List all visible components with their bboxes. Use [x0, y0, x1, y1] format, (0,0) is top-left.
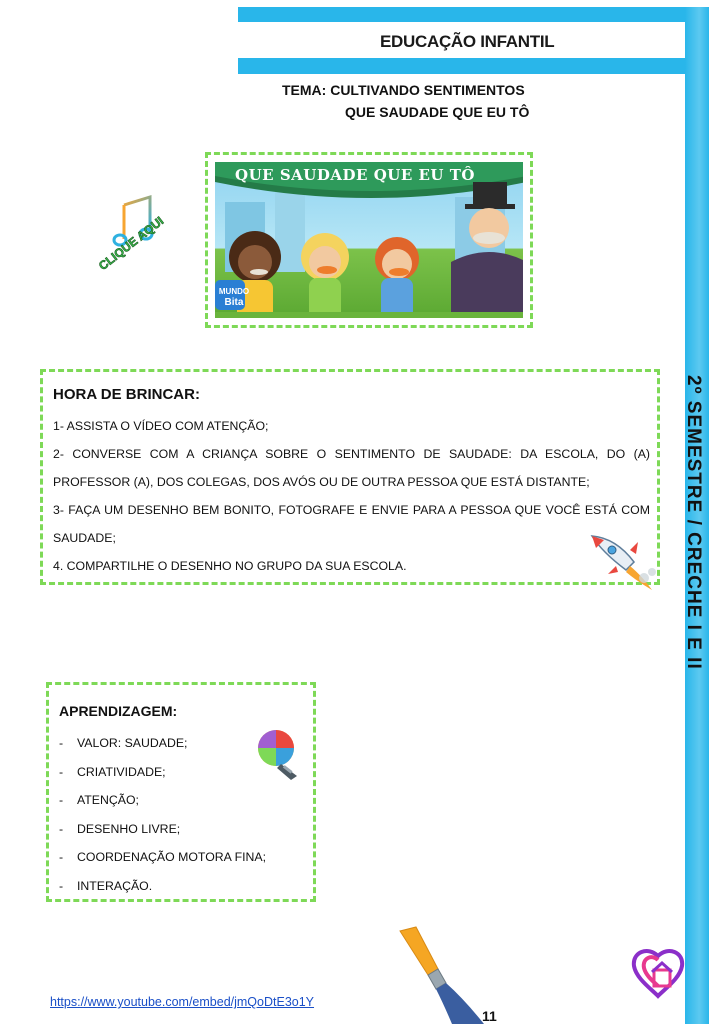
theme-subtitle: QUE SAUDADE QUE EU TÔ [345, 104, 530, 120]
click-here-label[interactable]: CLIQUE AQUI [96, 213, 167, 274]
list-item: - VALOR: SAUDADE; [59, 736, 188, 750]
header-band-top [238, 7, 688, 22]
play-time-steps [53, 412, 650, 580]
theme-title: TEMA: CULTIVANDO SENTIMENTOS [282, 82, 525, 98]
video-banner-title: QUE SAUDADE QUE EU TÔ [235, 166, 475, 184]
list-item: - INTERAÇÃO. [59, 878, 153, 893]
step-item: 4. COMPARTILHE O DESENHO NO GRUPO DA SUA ESCOLA. [53, 559, 407, 573]
header-title: EDUCAÇÃO INFANTIL [380, 32, 555, 51]
step-item: 2- CONVERSE COM A CRIANÇA SOBRE O SENTIMENTO DE SAUDADE: DA ESCOLA, DO (A) PROFESSOR (A), DOS COLEGAS, DOS AVÓS OU DE OUTRA PESSOA QUE ESTÁ DISTANTE; [53, 447, 650, 489]
step-item: 3- FAÇA UM DESENHO BEM BONITO, FOTOGRAFE E ENVIE PARA A PESSOA QUE VOCÊ ESTÁ COM SAUDADE; [53, 503, 650, 545]
play-time-title: HORA DE BRINCAR: [53, 386, 200, 403]
video-link[interactable]: https://www.youtube.com/embed/jmQoDtE3o1Y [50, 995, 315, 1009]
play-time-box [40, 369, 660, 585]
learning-box [46, 682, 316, 902]
semester-label: 2º SEMESTRE / CRECHE I E II [683, 375, 704, 670]
mundo-bita-logo: MUNDO Bita [218, 287, 250, 308]
list-item: - CRIATIVIDADE; [59, 764, 166, 779]
page-number: 11 [482, 1008, 497, 1024]
list-item: - DESENHO LIVRE; [59, 821, 181, 836]
school-logo-icon [630, 948, 686, 1000]
rocket-icon [586, 528, 658, 594]
step-item: 1- ASSISTA O VÍDEO COM ATENÇÃO; [53, 419, 269, 433]
lightbulb-puzzle-icon [253, 728, 299, 780]
list-item: - COORDENAÇÃO MOTORA FINA; [59, 850, 267, 864]
list-item: - ATENÇÃO; [59, 793, 139, 807]
learning-title: APRENDIZAGEM: [59, 703, 178, 719]
learning-list [59, 729, 266, 900]
video-thumbnail[interactable] [205, 152, 533, 328]
header-band-bottom [238, 58, 688, 74]
